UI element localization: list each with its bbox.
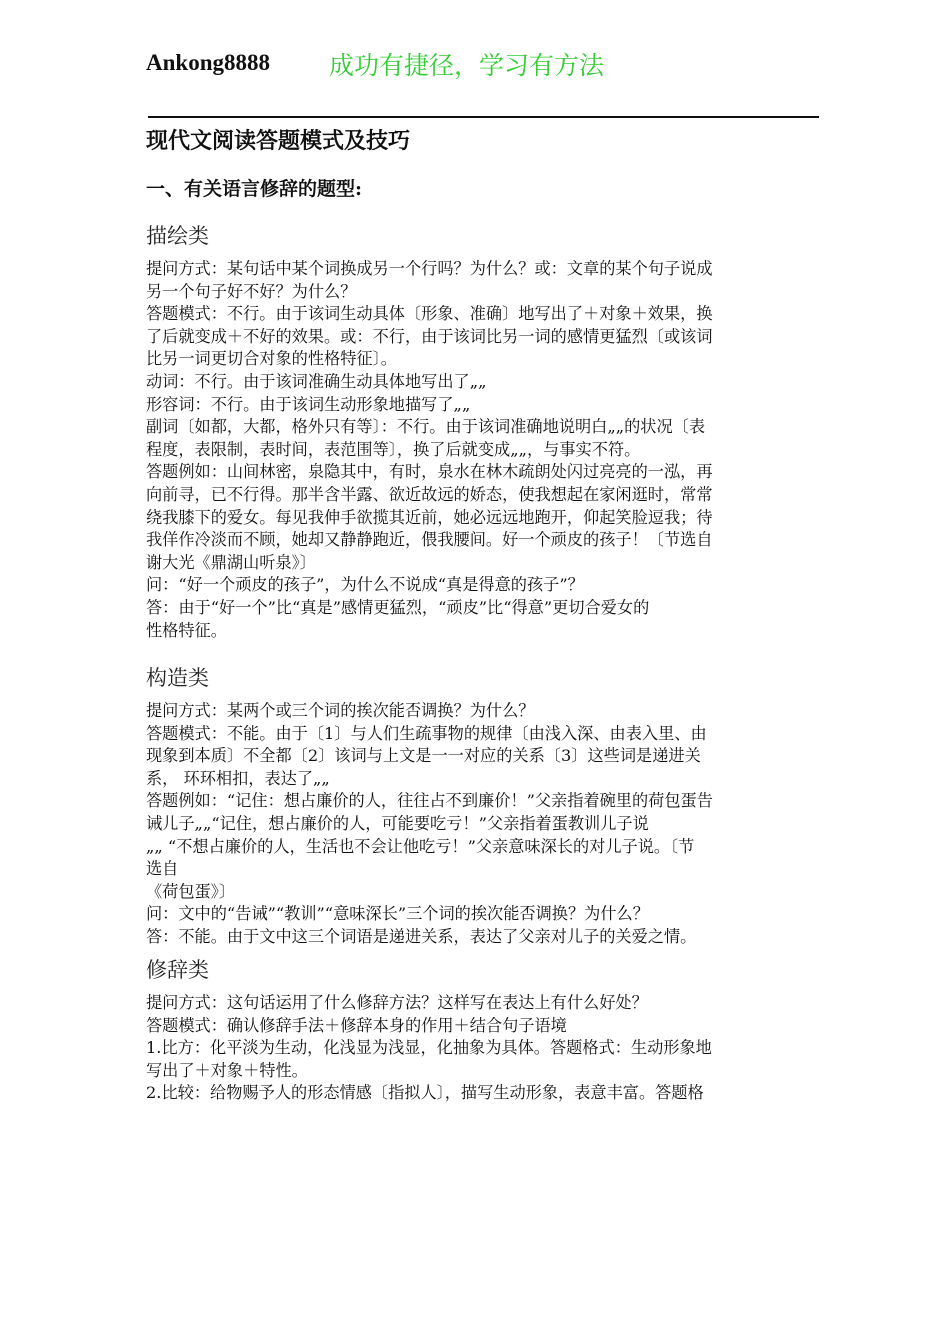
header-divider [148, 116, 819, 118]
text-line: 提问方式：某两个或三个词的挨次能否调换？为什么？ [146, 701, 535, 720]
subsection-body-describe [146, 258, 818, 642]
text-line: 了后就变成＋不好的效果。或：不行，由于该词比另一词的感情更猛烈〔或该词 [146, 326, 713, 346]
text-line: 另一个句子好不好？为什么？ [146, 281, 357, 301]
text-line: 答题例如：山间林密，泉隐其中，有时，泉水在林木疏朗处闪过亮亮的一泓，再 [146, 462, 713, 482]
text-line: „„ “不想占廉价的人，生活也不会让他吃亏！”父亲意味深长的对儿子说。〔节 [146, 836, 695, 856]
slogan: 成功有捷径，学习有方法 [329, 51, 605, 80]
text-line: 系， 环环相扣，表达了„„ [146, 768, 330, 788]
subsection-body-structure [146, 700, 818, 949]
document-title: 现代文阅读答题模式及技巧 [146, 128, 411, 154]
subsection-heading-describe: 描绘类 [146, 224, 209, 248]
text-line: 副词〔如都，大都，格外只有等〕：不行。由于该词准确地说明白„„的状况〔表 [146, 417, 706, 437]
subsection-body-rhetoric [146, 992, 818, 1105]
text-line: 1.比方：化平淡为生动，化浅显为浅显，化抽象为具体。答题格式：生动形象地 [146, 1038, 712, 1058]
text-line: 程度，表限制，表时间，表范围等〕，换了后就变成„„，与事实不符。 [146, 439, 641, 459]
text-line: 提问方式：这句话运用了什么修辞方法？这样写在表达上有什么好处？ [146, 993, 648, 1012]
text-line: 答题模式：不能。由于〔1〕与人们生疏事物的规律〔由浅入深、由表入里、由 [146, 723, 707, 743]
text-line: 答：不能。由于文中这三个词语是递进关系，表达了父亲对儿子的关爱之情。 [146, 926, 697, 946]
text-line: 提问方式：某句话中某个词换成另一个行吗？为什么？或：文章的某个句子说成 [146, 259, 713, 278]
text-line: 形容词：不行。由于该词生动形象地描写了„„ [146, 394, 471, 414]
text-line: 问：“好一个顽皮的孩子”，为什么不说成“真是得意的孩子”？ [146, 575, 584, 595]
text-line: 答题模式：不行。由于该词生动具体〔形象、准确〕地写出了＋对象＋效果，换 [146, 304, 713, 324]
text-line: 绕我膝下的爱女。每见我伸手欲揽其近前，她必远远地跑开，仰起笑脸逗我；待 [146, 507, 713, 527]
subsection-heading-rhetoric: 修辞类 [146, 958, 209, 982]
text-line: 诫儿子„„“记住，想占廉价的人，可能要吃亏！”父亲指着蛋教训儿子说 [146, 813, 649, 833]
text-line: 答：由于“好一个”比“真是”感情更猛烈，“顽皮”比“得意”更切合爱女的 [146, 597, 650, 617]
text-line: 答题例如：“记住：想占廉价的人，往往占不到廉价！”父亲指着碗里的荷包蛋告 [146, 791, 713, 811]
text-line: 选自 [146, 859, 179, 879]
section-heading: 一、有关语言修辞的题型: [146, 178, 363, 200]
text-line: 比另一词更切合对象的性格特征〕。 [146, 349, 397, 369]
text-line: 答题模式：确认修辞手法＋修辞本身的作用＋结合句子语境 [146, 1015, 567, 1035]
text-line: 《荷包蛋》〕 [146, 881, 236, 901]
subsection-heading-structure: 构造类 [146, 666, 209, 690]
text-line: 谢大光《鼎湖山听泉》〕 [146, 552, 316, 572]
brand-name: Ankong8888 [146, 50, 270, 75]
text-line: 向前寻，已不行得。那半含半露、欲近故远的娇态，使我想起在家闲逛时，常常 [146, 484, 713, 504]
text-line: 动词：不行。由于该词准确生动具体地写出了„„ [146, 371, 487, 391]
text-line: 性格特征。 [146, 620, 227, 640]
text-line: 现象到本质〕不全都〔2〕该词与上文是一一对应的关系〔3〕这些词是递进关 [146, 746, 701, 766]
text-line: 问：文中的“告诫”“教训”“意味深长”三个词的挨次能否调换？为什么？ [146, 904, 649, 924]
text-line: 写出了＋对象＋特性。 [146, 1060, 308, 1080]
text-line: 2.比较：给物赐予人的形态情感〔指拟人〕，描写生动形象，表意丰富。答题格 [146, 1083, 704, 1103]
text-line: 我佯作冷淡而不顾，她却又静静跑近，偎我腰间。好一个顽皮的孩子！〔节选自 [146, 530, 713, 550]
